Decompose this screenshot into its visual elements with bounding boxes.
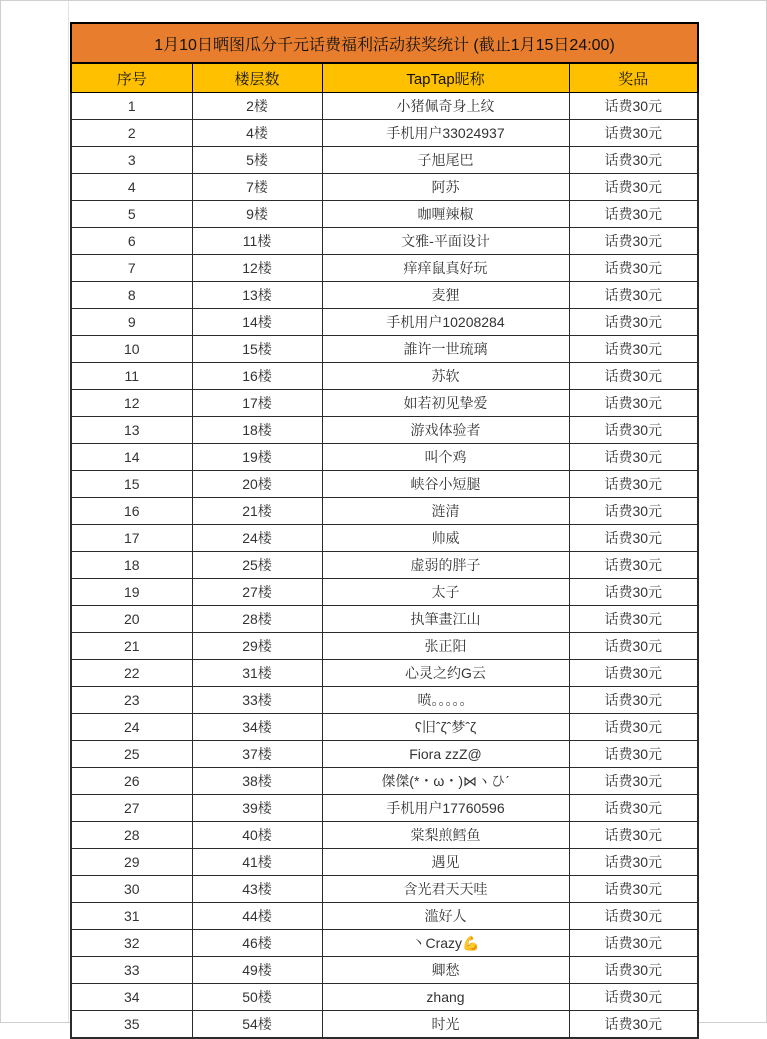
table-row [71, 660, 698, 687]
cell-prize: 话费30元 [569, 660, 698, 687]
table-row [71, 336, 698, 363]
cell-nickname: 手机用户33024937 [322, 120, 569, 147]
cell-prize: 话费30元 [569, 876, 698, 903]
cell-prize: 话费30元 [569, 984, 698, 1011]
cell-nickname: 张正阳 [322, 633, 569, 660]
cell-index: 5 [71, 201, 192, 228]
cell-floor: 11楼 [192, 228, 322, 255]
cell-index: 8 [71, 282, 192, 309]
cell-index: 2 [71, 120, 192, 147]
cell-prize: 话费30元 [569, 957, 698, 984]
cell-nickname: 誰许一世琉璃 [322, 336, 569, 363]
table-row [71, 390, 698, 417]
table-row [71, 525, 698, 552]
cell-nickname: 丶Crazy💪 [322, 930, 569, 957]
cell-floor: 28楼 [192, 606, 322, 633]
cell-floor: 44楼 [192, 903, 322, 930]
cell-index: 21 [71, 633, 192, 660]
cell-index: 30 [71, 876, 192, 903]
cell-floor: 29楼 [192, 633, 322, 660]
title-row [71, 23, 698, 63]
table-row [71, 822, 698, 849]
table-row [71, 174, 698, 201]
table-row [71, 795, 698, 822]
table-row [71, 93, 698, 120]
cell-floor: 34楼 [192, 714, 322, 741]
cell-index: 25 [71, 741, 192, 768]
cell-floor: 49楼 [192, 957, 322, 984]
cell-index: 34 [71, 984, 192, 1011]
cell-index: 15 [71, 471, 192, 498]
table-row [71, 849, 698, 876]
cell-index: 29 [71, 849, 192, 876]
cell-index: 13 [71, 417, 192, 444]
cell-prize: 话费30元 [569, 390, 698, 417]
cell-nickname: 阿苏 [322, 174, 569, 201]
table-row [71, 903, 698, 930]
cell-floor: 43楼 [192, 876, 322, 903]
cell-prize: 话费30元 [569, 498, 698, 525]
col-header-index: 序号 [71, 63, 192, 93]
cell-index: 4 [71, 174, 192, 201]
cell-index: 3 [71, 147, 192, 174]
cell-prize: 话费30元 [569, 147, 698, 174]
cell-prize: 话费30元 [569, 255, 698, 282]
cell-floor: 21楼 [192, 498, 322, 525]
cell-floor: 18楼 [192, 417, 322, 444]
cell-nickname: 卿愁 [322, 957, 569, 984]
cell-floor: 39楼 [192, 795, 322, 822]
cell-index: 16 [71, 498, 192, 525]
cell-prize: 话费30元 [569, 309, 698, 336]
cell-floor: 46楼 [192, 930, 322, 957]
cell-index: 12 [71, 390, 192, 417]
cell-floor: 54楼 [192, 1011, 322, 1039]
cell-prize: 话费30元 [569, 471, 698, 498]
table-row [71, 444, 698, 471]
spreadsheet-gridline [68, 1, 69, 1022]
cell-prize: 话费30元 [569, 903, 698, 930]
table-row [71, 363, 698, 390]
cell-nickname: 喷。。。。。 [322, 687, 569, 714]
cell-prize: 话费30元 [569, 363, 698, 390]
table-row [71, 1011, 698, 1039]
cell-floor: 37楼 [192, 741, 322, 768]
cell-floor: 7楼 [192, 174, 322, 201]
cell-prize: 话费30元 [569, 336, 698, 363]
cell-nickname: 文雅-平面设计 [322, 228, 569, 255]
cell-nickname: 棠梨煎鳕鱼 [322, 822, 569, 849]
cell-prize: 话费30元 [569, 822, 698, 849]
cell-prize: 话费30元 [569, 606, 698, 633]
cell-floor: 31楼 [192, 660, 322, 687]
cell-prize: 话费30元 [569, 228, 698, 255]
cell-floor: 12楼 [192, 255, 322, 282]
cell-nickname: 心灵之约G云 [322, 660, 569, 687]
cell-index: 26 [71, 768, 192, 795]
cell-prize: 话费30元 [569, 849, 698, 876]
cell-nickname: 含光君天天哇 [322, 876, 569, 903]
table-row [71, 687, 698, 714]
cell-prize: 话费30元 [569, 1011, 698, 1039]
cell-floor: 20楼 [192, 471, 322, 498]
cell-floor: 14楼 [192, 309, 322, 336]
cell-nickname: 虚弱的胖子 [322, 552, 569, 579]
cell-index: 22 [71, 660, 192, 687]
table-row [71, 633, 698, 660]
cell-prize: 话费30元 [569, 633, 698, 660]
cell-prize: 话费30元 [569, 93, 698, 120]
cell-nickname: ʕ旧ˆζˆ梦ˆζ [322, 714, 569, 741]
cell-floor: 24楼 [192, 525, 322, 552]
table-row [71, 471, 698, 498]
cell-prize: 话费30元 [569, 714, 698, 741]
cell-index: 27 [71, 795, 192, 822]
cell-nickname: 傑傑(*・ω・)⋈ヽひˊ [322, 768, 569, 795]
cell-nickname: 手机用户17760596 [322, 795, 569, 822]
table-row [71, 282, 698, 309]
table-row [71, 876, 698, 903]
cell-floor: 4楼 [192, 120, 322, 147]
cell-floor: 13楼 [192, 282, 322, 309]
cell-index: 14 [71, 444, 192, 471]
cell-index: 6 [71, 228, 192, 255]
cell-prize: 话费30元 [569, 768, 698, 795]
table-row [71, 957, 698, 984]
table-row [71, 579, 698, 606]
cell-nickname: 时光 [322, 1011, 569, 1039]
table-row [71, 984, 698, 1011]
table-row [71, 201, 698, 228]
cell-nickname: 叫个鸡 [322, 444, 569, 471]
table-row [71, 498, 698, 525]
cell-nickname: 麦狸 [322, 282, 569, 309]
cell-index: 18 [71, 552, 192, 579]
table-title: 1月10日晒图瓜分千元话费福利活动获奖统计 (截止1月15日24:00) [71, 23, 698, 63]
cell-index: 11 [71, 363, 192, 390]
table-row [71, 120, 698, 147]
cell-prize: 话费30元 [569, 525, 698, 552]
table-row [71, 741, 698, 768]
cell-nickname: 峡谷小短腿 [322, 471, 569, 498]
cell-prize: 话费30元 [569, 930, 698, 957]
cell-prize: 话费30元 [569, 282, 698, 309]
cell-nickname: 执筆畫江山 [322, 606, 569, 633]
cell-prize: 话费30元 [569, 795, 698, 822]
cell-floor: 41楼 [192, 849, 322, 876]
header-row [71, 63, 698, 93]
table-row [71, 552, 698, 579]
cell-index: 19 [71, 579, 192, 606]
cell-prize: 话费30元 [569, 444, 698, 471]
cell-index: 7 [71, 255, 192, 282]
col-header-floor: 楼层数 [192, 63, 322, 93]
cell-floor: 16楼 [192, 363, 322, 390]
cell-prize: 话费30元 [569, 174, 698, 201]
cell-nickname: 帅威 [322, 525, 569, 552]
cell-index: 35 [71, 1011, 192, 1039]
cell-prize: 话费30元 [569, 552, 698, 579]
cell-floor: 33楼 [192, 687, 322, 714]
cell-nickname: 游戏体验者 [322, 417, 569, 444]
cell-prize: 话费30元 [569, 579, 698, 606]
cell-index: 31 [71, 903, 192, 930]
cell-prize: 话费30元 [569, 741, 698, 768]
cell-nickname: 小猪佩奇身上纹 [322, 93, 569, 120]
cell-nickname: 如若初见挚爱 [322, 390, 569, 417]
cell-floor: 5楼 [192, 147, 322, 174]
cell-floor: 25楼 [192, 552, 322, 579]
cell-prize: 话费30元 [569, 120, 698, 147]
cell-prize: 话费30元 [569, 201, 698, 228]
table-row [71, 228, 698, 255]
cell-floor: 40楼 [192, 822, 322, 849]
cell-nickname: 滥好人 [322, 903, 569, 930]
cell-index: 10 [71, 336, 192, 363]
table-row [71, 714, 698, 741]
cell-index: 32 [71, 930, 192, 957]
cell-nickname: 苏软 [322, 363, 569, 390]
cell-floor: 50楼 [192, 984, 322, 1011]
cell-floor: 9楼 [192, 201, 322, 228]
cell-index: 24 [71, 714, 192, 741]
cell-index: 20 [71, 606, 192, 633]
table-row [71, 147, 698, 174]
cell-floor: 15楼 [192, 336, 322, 363]
cell-floor: 17楼 [192, 390, 322, 417]
table-row [71, 768, 698, 795]
col-header-nickname: TapTap昵称 [322, 63, 569, 93]
cell-floor: 19楼 [192, 444, 322, 471]
cell-nickname: 咖喱辣椒 [322, 201, 569, 228]
cell-prize: 话费30元 [569, 417, 698, 444]
award-statistics-table [70, 22, 699, 1039]
cell-index: 23 [71, 687, 192, 714]
table-row [71, 930, 698, 957]
table-row [71, 606, 698, 633]
cell-prize: 话费30元 [569, 687, 698, 714]
table-row [71, 417, 698, 444]
cell-nickname: 手机用户10208284 [322, 309, 569, 336]
cell-nickname: Fiora zzZ@ [322, 741, 569, 768]
cell-index: 1 [71, 93, 192, 120]
cell-index: 28 [71, 822, 192, 849]
cell-nickname: 遇见 [322, 849, 569, 876]
cell-nickname: 子旭尾巴 [322, 147, 569, 174]
cell-nickname: 痒痒鼠真好玩 [322, 255, 569, 282]
table-row [71, 309, 698, 336]
cell-floor: 38楼 [192, 768, 322, 795]
cell-index: 17 [71, 525, 192, 552]
cell-nickname: 涟清 [322, 498, 569, 525]
cell-floor: 27楼 [192, 579, 322, 606]
cell-index: 9 [71, 309, 192, 336]
cell-nickname: zhang [322, 984, 569, 1011]
cell-floor: 2楼 [192, 93, 322, 120]
table-row [71, 255, 698, 282]
cell-nickname: 太子 [322, 579, 569, 606]
col-header-prize: 奖品 [569, 63, 698, 93]
cell-index: 33 [71, 957, 192, 984]
